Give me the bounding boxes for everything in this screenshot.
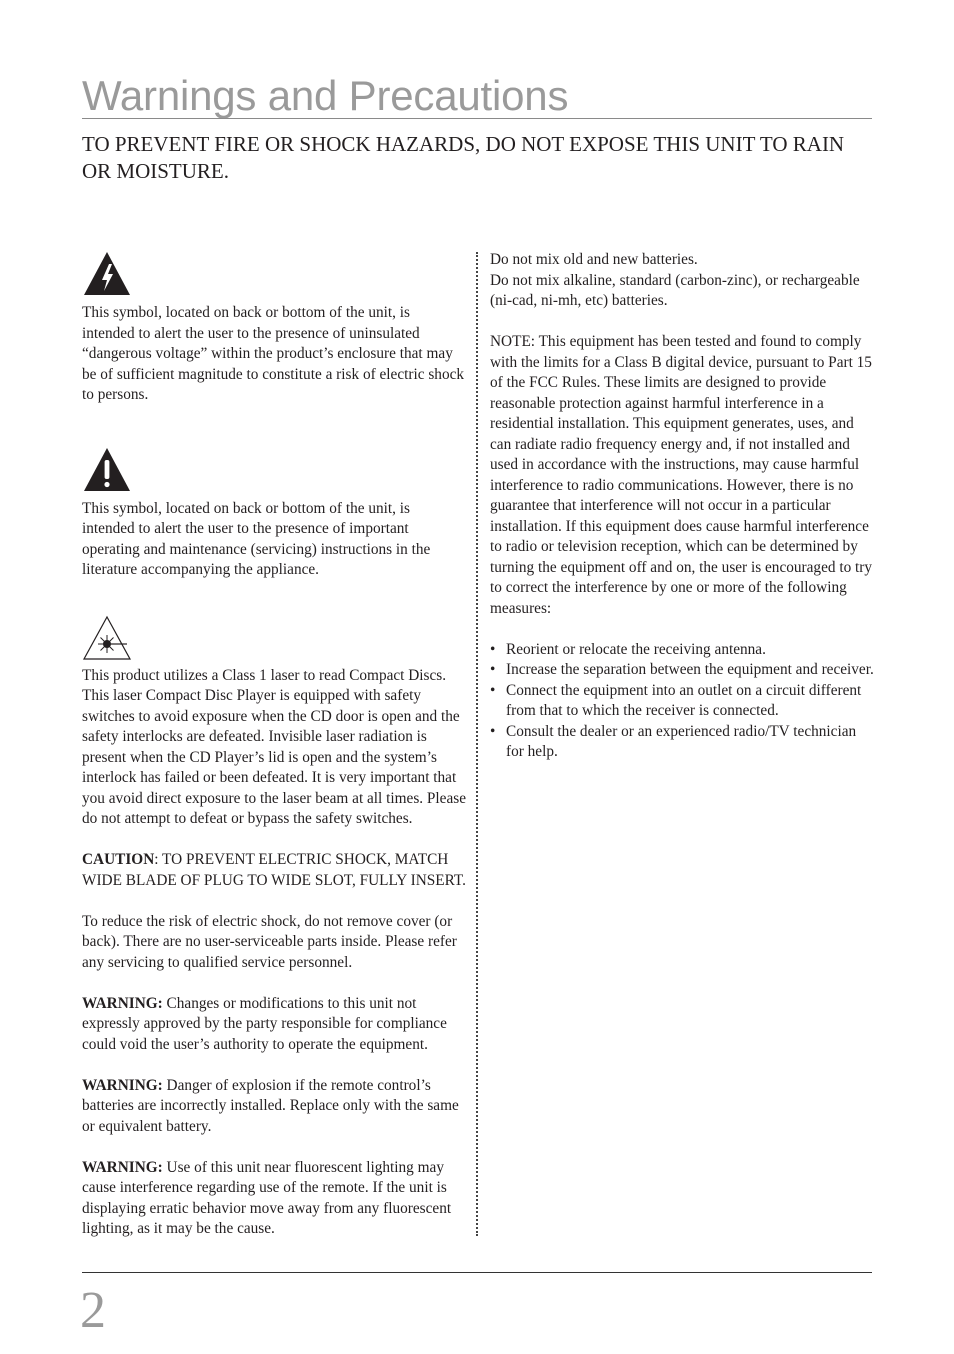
caution-label: CAUTION	[82, 851, 155, 868]
exclamation-symbol-text: This symbol, located on back or bottom of the unit, is intended to alert the user to the presence of important operating and maintenance (servicing) instructions in the literature accompanying the appliance.	[82, 499, 431, 578]
battery-note-2: Do not mix alkaline, standard (carbon-zinc), or rechargeable (ni-cad, ni-mh, etc) batteries.	[490, 271, 860, 309]
list-item: • Increase the separation between the equipment and receiver.	[490, 660, 874, 681]
warning-text: Changes or modifications to this unit not expressly approved by the party responsible for compliance could void the user’s authority to operate the equipment.	[82, 994, 447, 1053]
warning-text: Use of this unit near fluorescent lighting may cause interference regarding use of the remote. If the unit is displaying erratic behavior move away from any fluorescent lighting, as it may be the cause.	[82, 1158, 452, 1237]
warning-label: WARNING:	[82, 1158, 163, 1176]
warning-text: Danger of explosion if the remote control’s batteries are incorrectly installed. Replace only with the same or equivalent battery.	[82, 1076, 459, 1135]
title-rule	[82, 118, 872, 119]
exclamation-warning-icon	[82, 446, 132, 493]
footer-rule	[82, 1272, 872, 1273]
list-item: • Reorient or relocate the receiving antenna.	[490, 640, 874, 661]
fcc-note: NOTE: This equipment has been tested and found to comply with the limits for a Class B digital device, pursuant to Part 15 of the FCC Rules. These limits are designed to provide reasonable protection against harmful interference in a residential installation. This equipment generates, uses, and can radiate radio frequency energy and, if not installed and used in accordance with the instructions, may cause harmful interference to radio communications. However, there is no guarantee that interference will not occur in a particular installation. If this equipment does cause harmful interference to radio or television reception, which can be determined by turning the equipment off and on, the user is encouraged to try to correct the interference by one or more of the following measures:	[490, 333, 873, 617]
left-column	[82, 250, 466, 1240]
laser-text: This product utilizes a Class 1 laser to read Compact Discs. This laser Compact Disc Player is equipped with safety switches to avoid exposure when the CD door is open and the safety interlocks are defeated. Invisible laser radiation is present when the CD Player’s lid is open and the system’s interlock has failed or been defeated. It is very important that you avoid direct exposure to the laser beam at all times. Please do not attempt to defeat or bypass the safety switches.	[82, 666, 466, 827]
caution-text: : TO PREVENT ELECTRIC SHOCK, MATCH WIDE BLADE OF PLUG TO WIDE SLOT, FULLY INSERT.	[82, 851, 466, 889]
warning-batteries	[82, 1076, 466, 1138]
battery-note-1: Do not mix old and new batteries.	[490, 251, 698, 268]
laser-warning-icon	[82, 615, 132, 661]
right-column	[490, 250, 874, 763]
list-item: • Consult the dealer or an experienced radio/TV technician for help.	[490, 722, 874, 763]
warning-label: WARNING:	[82, 994, 163, 1012]
lightning-warning-icon	[82, 250, 132, 297]
warning-modifications	[82, 994, 466, 1056]
page-number: 2	[80, 1282, 106, 1339]
warning-label: WARNING:	[82, 1076, 163, 1094]
caution-paragraph	[82, 850, 466, 891]
list-item: • Connect the equipment into an outlet on a circuit different from that to which the receiver is connected.	[490, 681, 874, 722]
warning-fluorescent	[82, 1158, 466, 1240]
lightning-symbol-text: This symbol, located on back or bottom of the unit, is intended to alert the user to the presence of uninsulated “dangerous voltage” within the product’s enclosure that may be of sufficient magnitude to constitute a risk of electric shock to persons.	[82, 304, 465, 403]
page-title: Warnings and Precautions	[82, 72, 569, 119]
hazard-subheading: TO PREVENT FIRE OR SHOCK HAZARDS, DO NOT EXPOSE THIS UNIT TO RAIN OR MOISTURE.	[82, 132, 845, 183]
measures-list	[490, 640, 874, 763]
reduce-risk-text: To reduce the risk of electric shock, do not remove cover (or back). There are no user-serviceable parts inside. Please refer any servicing to qualified service personnel.	[82, 912, 457, 971]
column-divider	[476, 252, 478, 1236]
